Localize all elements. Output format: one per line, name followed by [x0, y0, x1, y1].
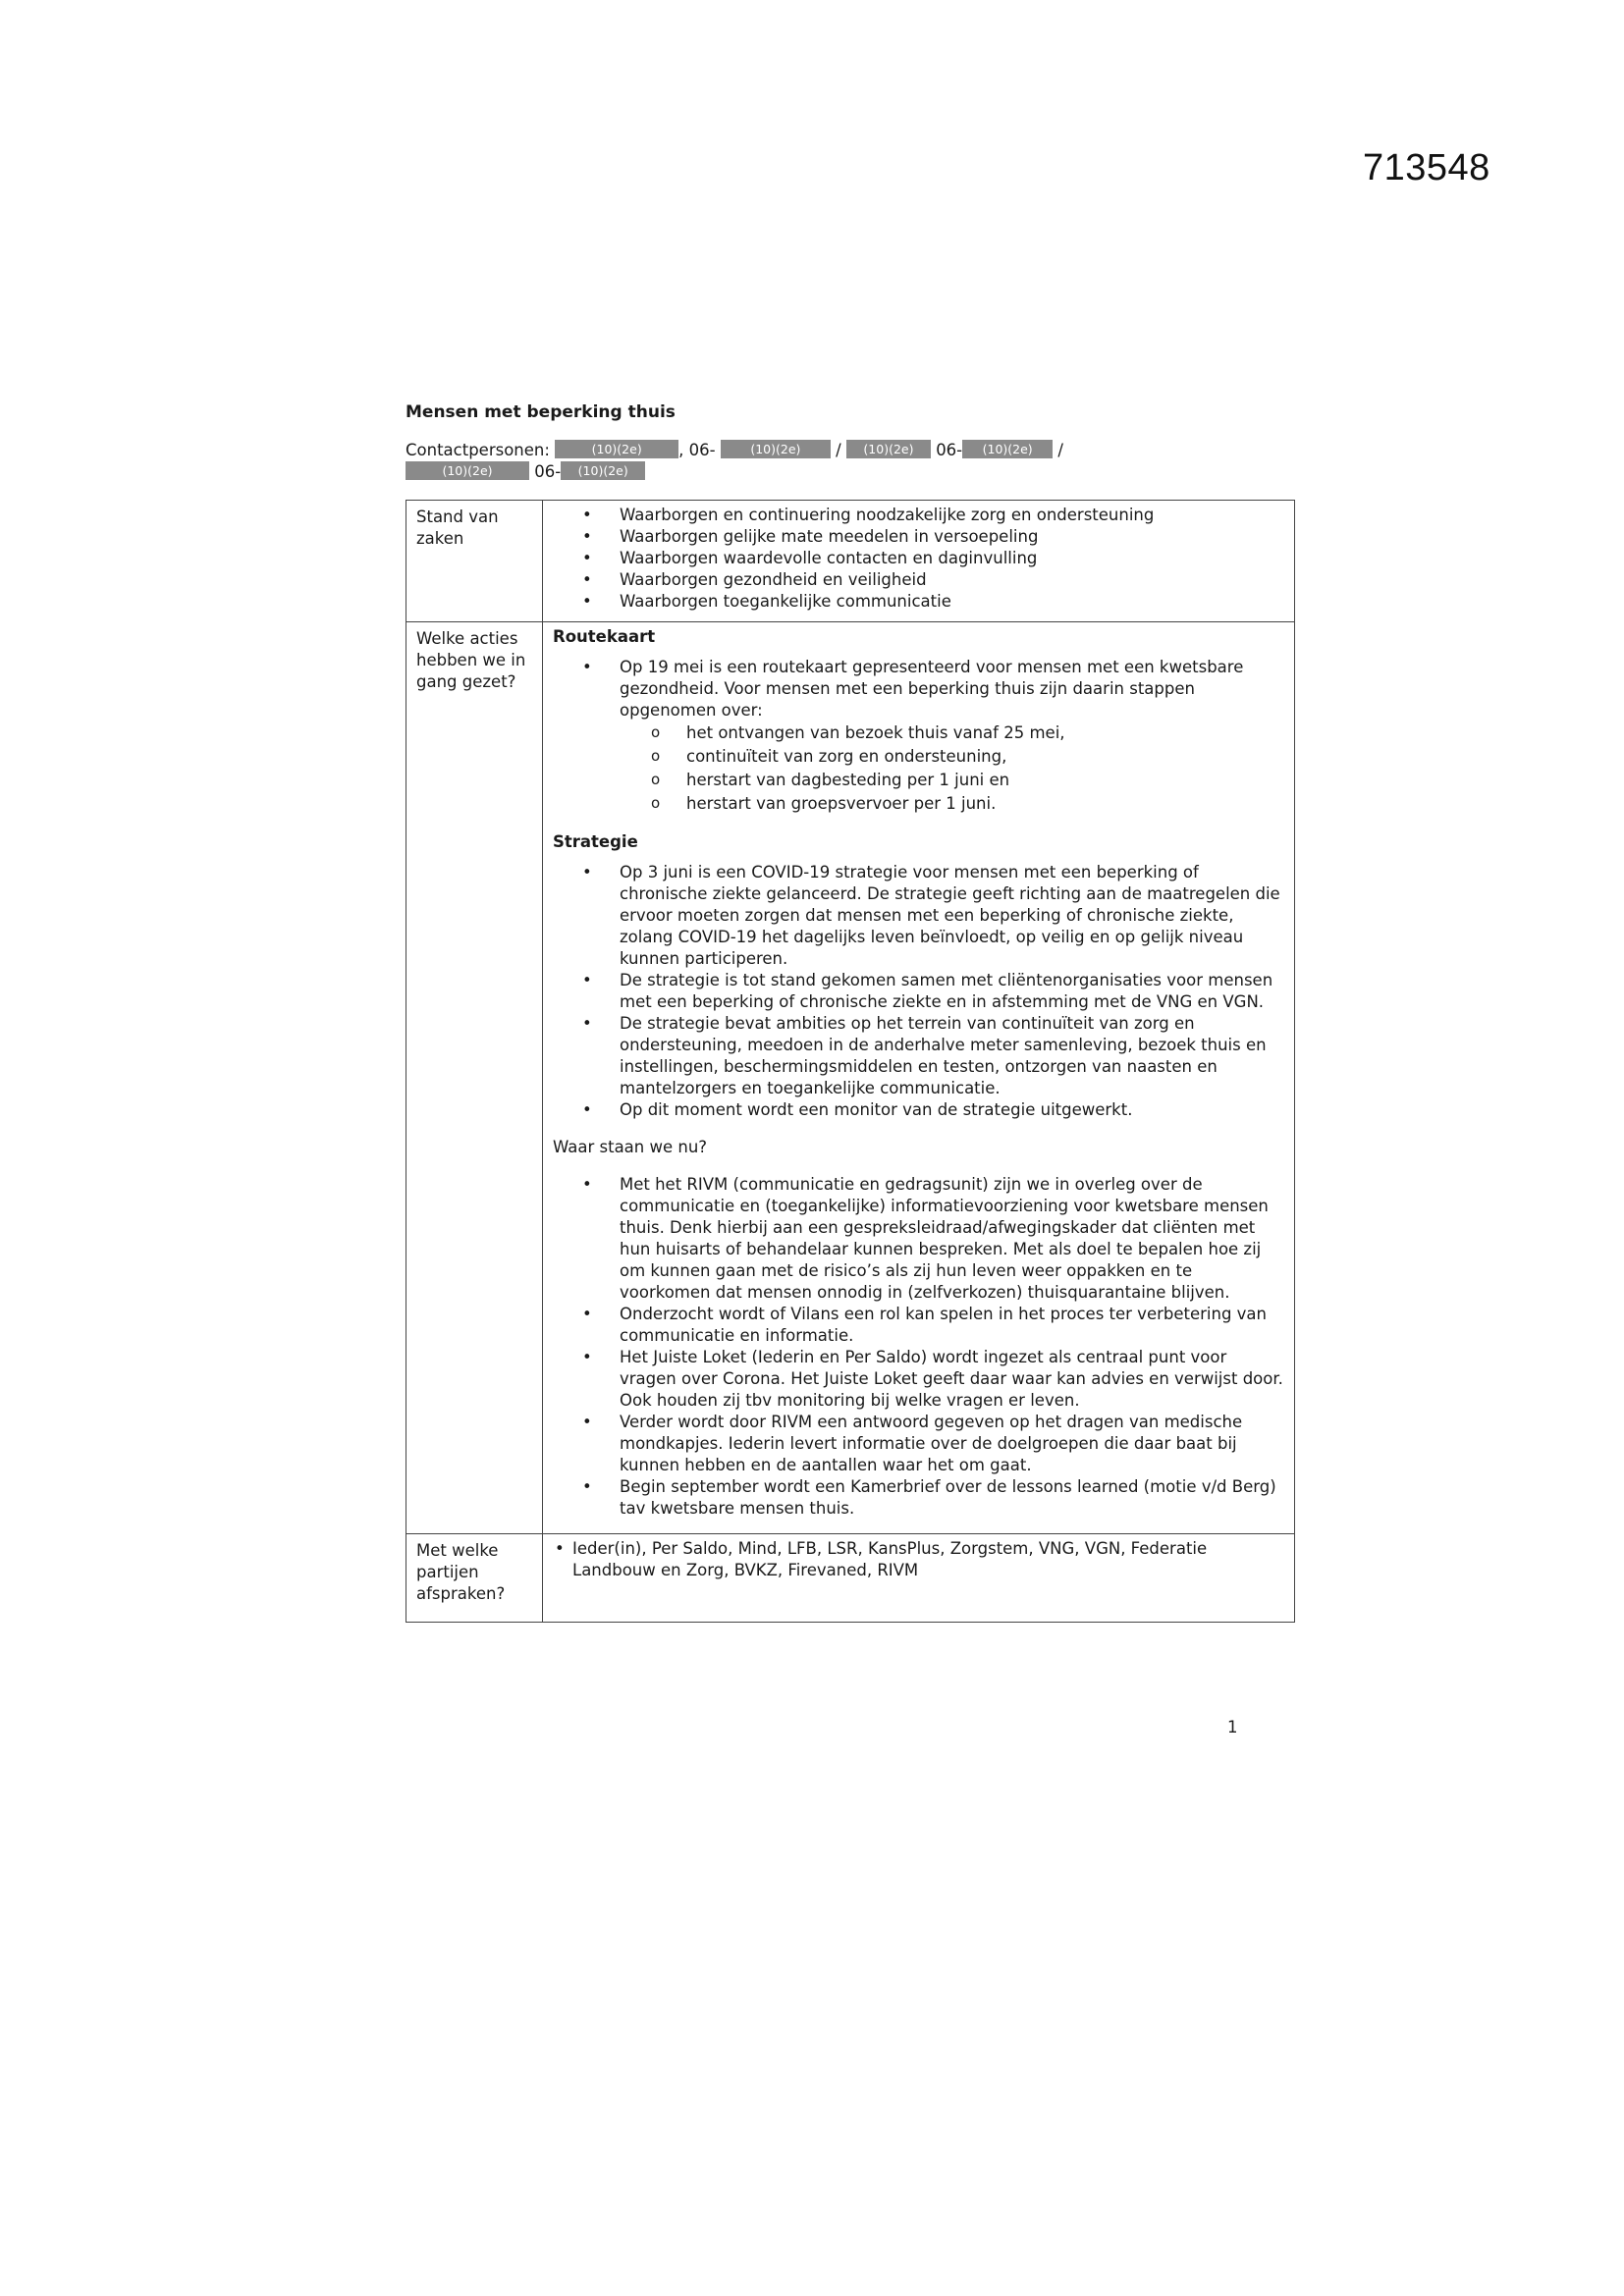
partijen-content: [543, 1534, 1295, 1623]
sub-list-item: o het ontvangen van bezoek thuis vanaf 25 mei,: [686, 721, 1284, 745]
table-row: [406, 622, 1295, 1534]
list-item: • Ieder(in), Per Saldo, Mind, LFB, LSR, KansPlus, Zorgstem, VNG, VGN, Federatie Landbouw en Zorg, BVKZ, Firevaned, RIVM: [572, 1538, 1284, 1581]
list-item: • Verder wordt door RIVM een antwoord gegeven op het dragen van medische mondkapjes. Iederin levert informatie over de doelgroepen die daar baat bij kunnen hebben en de aantallen waar het om gaat.: [620, 1412, 1284, 1476]
redaction-box: (10)(2e): [721, 440, 831, 458]
sub-list-item: o continuïteit van zorg en ondersteuning,: [686, 745, 1284, 769]
list-item: [620, 657, 1284, 816]
redaction-box: (10)(2e): [962, 440, 1053, 458]
strategie-list: [553, 862, 1284, 1121]
table-row: [406, 501, 1295, 622]
document-number: 713548: [1363, 147, 1490, 188]
acties-content: [543, 622, 1295, 1534]
row-label-stand-van-zaken: Stand van zaken: [406, 501, 543, 622]
list-item: • Onderzocht wordt of Vilans een rol kan spelen in het proces ter verbetering van communicatie en informatie.: [620, 1304, 1284, 1347]
row-label-acties: Welke acties hebben we in gang gezet?: [406, 622, 543, 1534]
table-row: [406, 1534, 1295, 1623]
stand-van-zaken-content: [543, 501, 1295, 622]
sub-list-item: o herstart van dagbesteding per 1 juni en: [686, 769, 1284, 792]
contacts-label: Contactpersonen:: [406, 441, 550, 459]
redaction-box: (10)(2e): [561, 461, 645, 480]
redaction-box: (10)(2e): [846, 440, 931, 458]
redaction-box: (10)(2e): [406, 461, 529, 480]
routekaart-item-text: Op 19 mei is een routekaart gepresenteerd voor mensen met een kwetsbare gezondheid. Voor mensen met een beperking thuis zijn daarin stappen opgenomen over:: [620, 658, 1244, 720]
partijen-list: [553, 1538, 1284, 1581]
list-item: • De strategie is tot stand gekomen samen met cliëntenorganisaties voor mensen met een beperking of chronische ziekte en in afstemming met de VNG en VGN.: [620, 970, 1284, 1013]
contacts-separator: 06-: [534, 462, 562, 481]
redaction-box: (10)(2e): [555, 440, 678, 458]
routekaart-sublist: [620, 721, 1284, 816]
contacts-separator: 06-: [936, 441, 963, 459]
contacts-separator: /: [1057, 441, 1063, 459]
contacts-separator: /: [836, 441, 841, 459]
list-item: • De strategie bevat ambities op het terrein van continuïteit van zorg en ondersteuning, meedoen in de anderhalve meter samenleving, bezoek thuis en instellingen, beschermingsmiddelen en testen, ontzorgen van naasten en mantelzorgers en toegankelijke communicatie.: [620, 1013, 1284, 1099]
section-heading-routekaart: Routekaart: [553, 627, 656, 646]
section-heading-strategie: Strategie: [553, 832, 638, 851]
list-item: • Begin september wordt een Kamerbrief over de lessons learned (motie v/d Berg) tav kwetsbare mensen thuis.: [620, 1476, 1284, 1520]
contacts-separator: , 06-: [678, 441, 716, 459]
list-item: • Op dit moment wordt een monitor van de strategie uitgewerkt.: [620, 1099, 1284, 1121]
list-item: • Het Juiste Loket (Iederin en Per Saldo) wordt ingezet als centraal punt voor vragen over Corona. Het Juiste Loket geeft daar waar kan advies en verwijst door. Ook houden zij tbv monitoring bij welke vragen er leven.: [620, 1347, 1284, 1412]
list-item: • Waarborgen gelijke mate meedelen in versoepeling: [620, 526, 1284, 548]
row-label-partijen: Met welke partijen afspraken?: [406, 1534, 543, 1623]
list-item: • Op 3 juni is een COVID-19 strategie voor mensen met een beperking of chronische ziekte gelanceerd. De strategie geeft richting aan de maatregelen die ervoor moeten zorgen dat mensen met een beperking of chronische ziekte, zolang COVID-19 het dagelijks leven beïnvloedt, op veilig en op gelijk niveau kunnen participeren.: [620, 862, 1284, 970]
list-item: • Waarborgen toegankelijke communicatie: [620, 591, 1284, 613]
list-item: • Waarborgen gezondheid en veiligheid: [620, 569, 1284, 591]
list-item: • Waarborgen waardevolle contacten en daginvulling: [620, 548, 1284, 569]
stand-van-zaken-list: [553, 505, 1284, 613]
contact-persons: [406, 440, 1289, 483]
waar-staan-we-list: [553, 1174, 1284, 1520]
page-number: 1: [1227, 1718, 1238, 1736]
document-title: Mensen met beperking thuis: [406, 402, 676, 422]
sub-list-item: o herstart van groepsvervoer per 1 juni.: [686, 792, 1284, 816]
section-heading-waar-staan-we: Waar staan we nu?: [553, 1138, 708, 1156]
status-table: [406, 500, 1295, 1623]
list-item: • Met het RIVM (communicatie en gedragsunit) zijn we in overleg over de communicatie en (toegankelijke) informatievoorziening voor kwetsbare mensen thuis. Denk hierbij aan een gespreksleidraad/afwegingskader dat cliënten met hun huisarts of behandelaar kunnen bespreken. Met als doel te bepalen hoe zij om kunnen gaan met de risico’s als zij hun leven weer oppakken en te voorkomen dat mensen onnodig in (zelfverkozen) thuisquarantaine blijven.: [620, 1174, 1284, 1304]
routekaart-list: [553, 657, 1284, 816]
list-item: • Waarborgen en continuering noodzakelijke zorg en ondersteuning: [620, 505, 1284, 526]
